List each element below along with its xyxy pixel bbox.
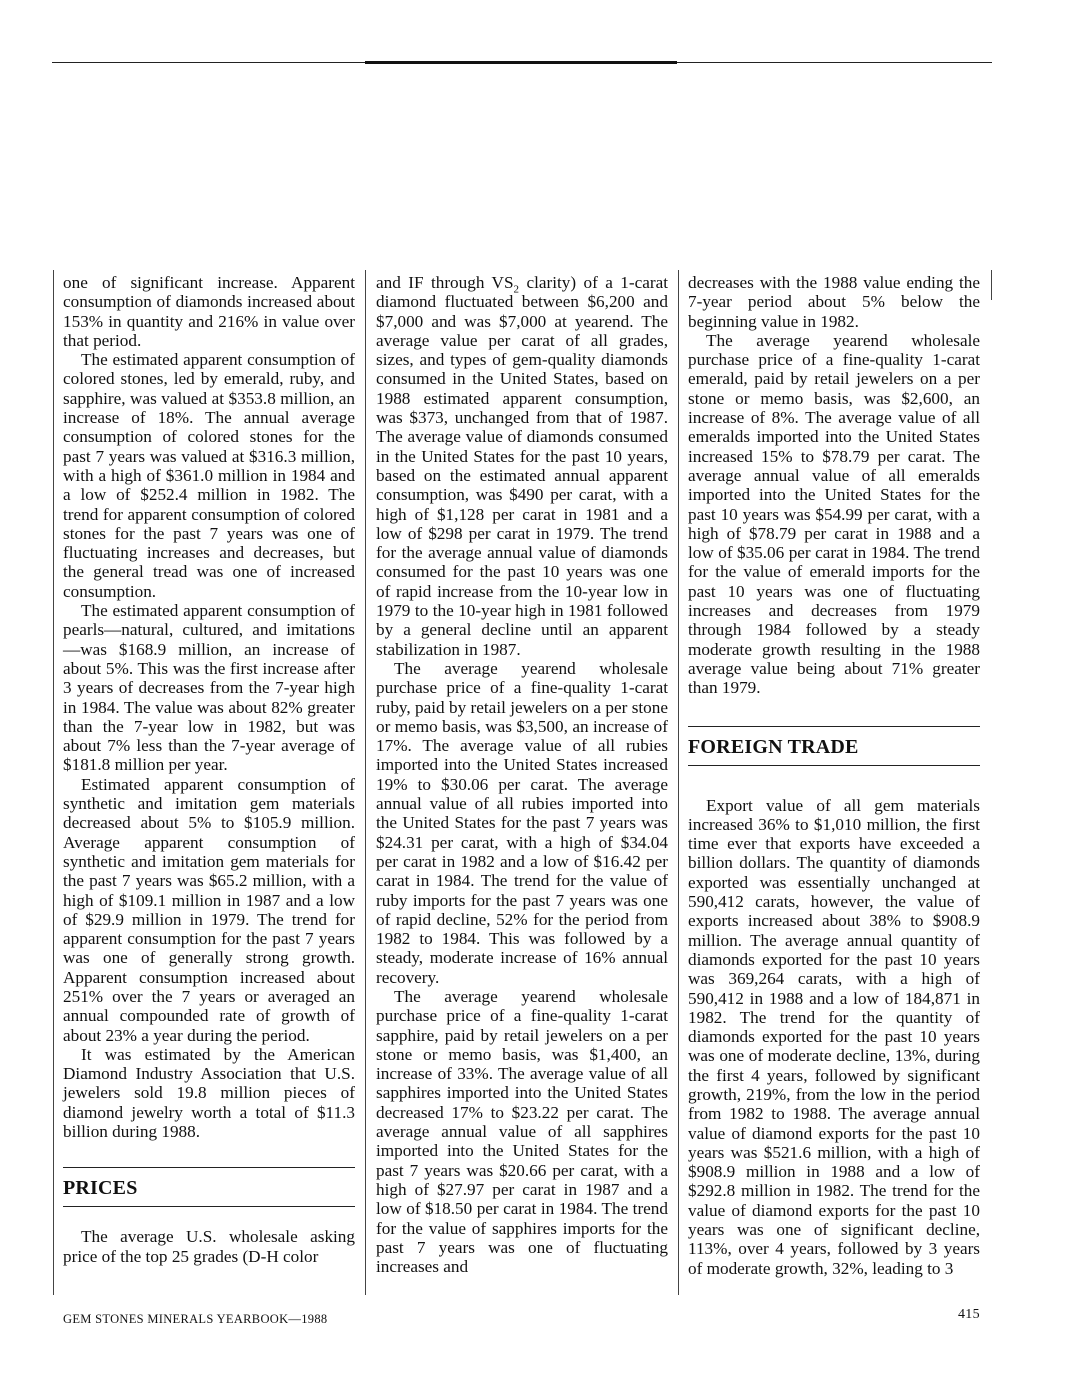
section-heading-prices: [63, 1167, 355, 1207]
column-divider-2: [678, 270, 679, 1295]
text-column-2: [376, 273, 668, 1276]
text-run: and IF through VS: [376, 273, 514, 292]
paragraph: The average yearend wholesale purchase price of a fine-quality 1-carat emerald, paid by retail jewelers on a per stone or memo basis, was $2,600, an increase of 8%. The average value of all emeralds imported into the United States increased 15% to $78.79 per carat. The average annual value of all emeralds imported into the United States for the past 10 years was $54.99 per carat, with a high of $78.79 per carat in 1988 and a low of $35.06 per carat in 1984. The trend for the value of emerald imports for the past 10 years was one of fluctuating increases and decreases from 1979 through 1984 followed by a steady moderate growth resulting in the 1988 average value being about 71% greater than 1979.: [688, 330, 980, 698]
page-number: 415: [958, 1307, 980, 1322]
section-rule: [63, 1206, 355, 1207]
text-run: clarity) of a 1-carat diamond fluctuated between $6,200 and $7,000 and was $7,000 at yearend. The average value per carat of all grades, sizes, and types of gem-quality diamonds consumed in the United States, based on 1988 estimated apparent consumption, was $373, unchanged from that of 1987. The average value of diamonds consumed in the United States for the past 10 years, based on the estimated annual apparent consumption, was $490 per carat, with a high of $1,128 per carat in 1981 and a low of $298 per carat in 1979. The trend for the average annual value of diamonds consumed for the past 10 years was one of rapid increase from the 10-year low in 1979 to the 10-year high in 1981 followed by a general decline until an apparent stabilization in 1987.: [376, 273, 668, 659]
column-divider-right: [991, 270, 992, 300]
paragraph: The average yearend wholesale purchase price of a fine-quality 1-carat ruby, paid by retail jewelers on a per stone or memo basis, was $3,500, an increase of 17%. The average value of all rubies imported into the United States increased 19% to $30.06 per carat. The average annual value of all rubies imported into the United States for the past 7 years was $24.31 per carat, with a high of $34.04 per carat in 1982 and a low of $16.42 per carat in 1984. The trend for the value of ruby imports for the past 7 years was one of rapid decline, 52% for the period from 1982 to 1984. This was followed by a steady, moderate increase of 16% annual recovery.: [376, 658, 668, 987]
top-rule-accent: [365, 61, 677, 64]
section-title: FOREIGN TRADE: [688, 735, 859, 758]
running-footer: GEM STONES MINERALS YEARBOOK—1988: [63, 1312, 328, 1326]
paragraph: Export value of all gem materials increased 36% to $1,010 million, the first time ever that exports have exceeded a billion dollars. The quantity of diamonds exported was essentially unchanged at 590,412 carats, however, the value of exports increased about 38% to $908.9 million. The average annual quantity of diamonds exported for the past 10 years was 369,264 carats, with a high of 590,412 in 1988 and a low of 184,871 in 1982. The trend for the quantity of diamonds exported for the past 10 years was one of moderate decline, 13%, during the first 4 years, followed by significant growth, 219%, from the low in the period from 1982 to 1988. The average annual value of diamond exports for the past 10 years was $521.6 million, with a high of $908.9 million in 1988 and a low of $292.8 million in 1982. The trend for the value of diamond exports for the past 10 years was one of significant decline, 113%, over 4 years, followed by 3 years of moderate growth, 32%, leading to 3: [688, 795, 980, 1278]
paragraph: Estimated apparent consumption of synthetic and imitation gem materials decreased about 5% to $105.9 million. Average apparent consumption of synthetic and imitation gem materials for the past 7 years was $65.2 million, with a high of $109.1 million in 1987 and a low of $29.9 million in 1979. The trend for apparent consumption for the past 7 years was one of generally strong growth. Apparent consumption increased about 251% over the 7 years or averaged an annual compounded rate of growth of about 23% a year during the period.: [63, 774, 355, 1045]
text-column-1: [63, 273, 355, 1266]
column-divider-1: [365, 270, 366, 1295]
paragraph: The estimated apparent consumption of pearls—natural, cultured, and imitations—was $168.9 million, an increase of about 5%. This was the first increase after 3 years of decreases from the 7-year high in 1984. The value was about 82% greater than the 7-year low in 1982, but was about 7% less than the 7-year average of $181.8 million per year.: [63, 601, 355, 775]
section-title: PRICES: [63, 1177, 138, 1200]
paragraph: The average U.S. wholesale asking price of the top 25 grades (D-H color: [63, 1227, 355, 1266]
subscript: 2: [513, 283, 520, 296]
paragraph: one of significant increase. Apparent consumption of diamonds increased about 153% in quantity and 216% in value over that period.: [63, 273, 355, 350]
section-rule: [688, 765, 980, 766]
paragraph: [376, 273, 668, 659]
section-heading-foreign-trade: [688, 726, 980, 766]
paragraph: The estimated apparent consumption of colored stones, led by emerald, ruby, and sapphire, was valued at $353.8 million, an increase of 18%. The annual average consumption of colored stones for the past 7 years was valued at $316.3 million, with a high of $361.0 million in 1984 and a low of $252.4 million in 1982. The trend for apparent consumption of colored stones for the past 7 years was one of fluctuating increases and decreases, but the general tread was one of increased consumption.: [63, 350, 355, 601]
paragraph: decreases with the 1988 value ending the 7-year period about 5% below the beginning value in 1982.: [688, 273, 980, 331]
text-column-3: [688, 273, 980, 1278]
paragraph: The average yearend wholesale purchase price of a fine-quality 1-carat sapphire, paid by retail jewelers on a per stone or memo basis, was $1,400, an increase of 33%. The average value of all sapphires imported into the United States decreased 17% to $23.22 per carat. The average annual value of all sapphires imported into the United States for the past 7 years was $20.66 per carat, with a high of $27.97 per carat in 1987 and a low of $18.50 per carat in 1984. The trend for the value of sapphires imports for the past 7 years was one of fluctuating increases and: [376, 986, 668, 1277]
paragraph: It was estimated by the American Diamond Industry Association that U.S. jewelers sold 19.8 million pieces of diamond jewelry worth a total of $11.3 billion during 1988.: [63, 1044, 355, 1142]
column-divider-left: [53, 270, 54, 1295]
